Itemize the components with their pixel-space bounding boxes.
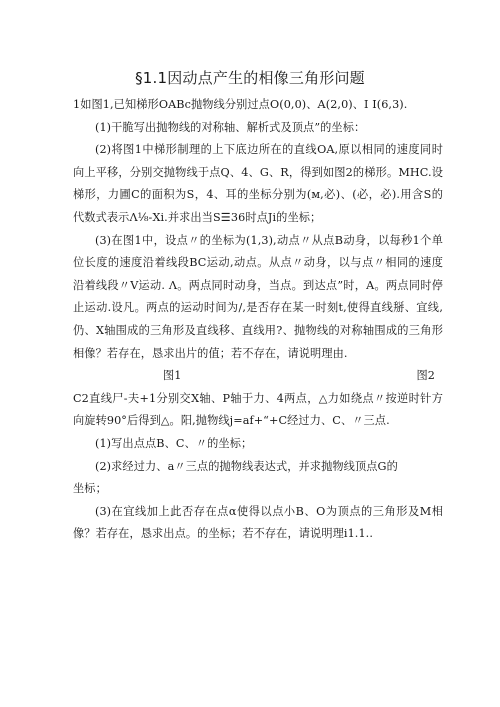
problem-1-part-2: (2)将图1中梯形制理的上下底边所在的直线OA,原以相同的速度同时向上平移，分别交抛物线于点Q、4、G、R，得到如图2的梯形。MHC.设梯形，力圃C的面积为S，4、耳的坐标分别为(м,必)、(必，必).用含S的代数式表示Λ⅛-Xi.并求出当S☰36时点Ji的坐标； (73, 143, 443, 224)
problem-2-part-2: (2)求经过力、a〃三点的抛物线表达式，并求抛物线顶点G的 (95, 459, 398, 473)
problem-1-intro: 1如图1,已知梯形OABc抛物线分别过点O(0,0)、A(2,0)、I I(6,3). (73, 98, 408, 111)
page-title: §1.1因动点产生的相像三角形问题 (135, 69, 365, 87)
problem-2-intro: C2直线尸-夫+1分别交X轴、P轴于力、4两点，△力如绕点〃按逆时针方向旋转90°后得到△。阳,抛物线j=af+“+C经过力、C、〃三点. (73, 391, 443, 428)
figure-2-label: 图2 (416, 369, 435, 383)
problem-2-part-2-continued: 坐标； (73, 482, 107, 496)
figure-1-label: 图1 (163, 369, 182, 383)
problem-1-part-3: (3)在图1中，设点〃的坐标为(1,3),动点〃从点B动身，以每秒1个单位长度的速度沿着线段BC运动,动点。从点〃动身，以与点〃相同的速度沿着线段〃V运动. Λ。两点同时动身，当点。到达点”时，A。两点同时停止运动.设凡。两点的运动时间为/,是否存在某一时刻t,使得直线掰、宜线,仍、X轴围成的三角形及直线移、直线用?、抛物线的对称轴围成的三角形相像？若存在，恳求出片的值；若不存在，请说明理由. (73, 233, 443, 360)
problem-1-part-1: (1)干脆写出抛物线的对称轴、解析式及顶点”的坐标： (95, 120, 366, 134)
problem-2-part-1: (1)写出点点B、C、〃的坐标； (95, 436, 253, 450)
document-body (73, 94, 443, 546)
problem-2-part-3: (3)在宜线加上此否存在点α使得以点小B、O为顶点的三角形及M相像？若存在，恳求出点。的坐标；若不存在，请说明理i1.1.. (73, 504, 443, 541)
figure-labels-row (73, 365, 443, 388)
